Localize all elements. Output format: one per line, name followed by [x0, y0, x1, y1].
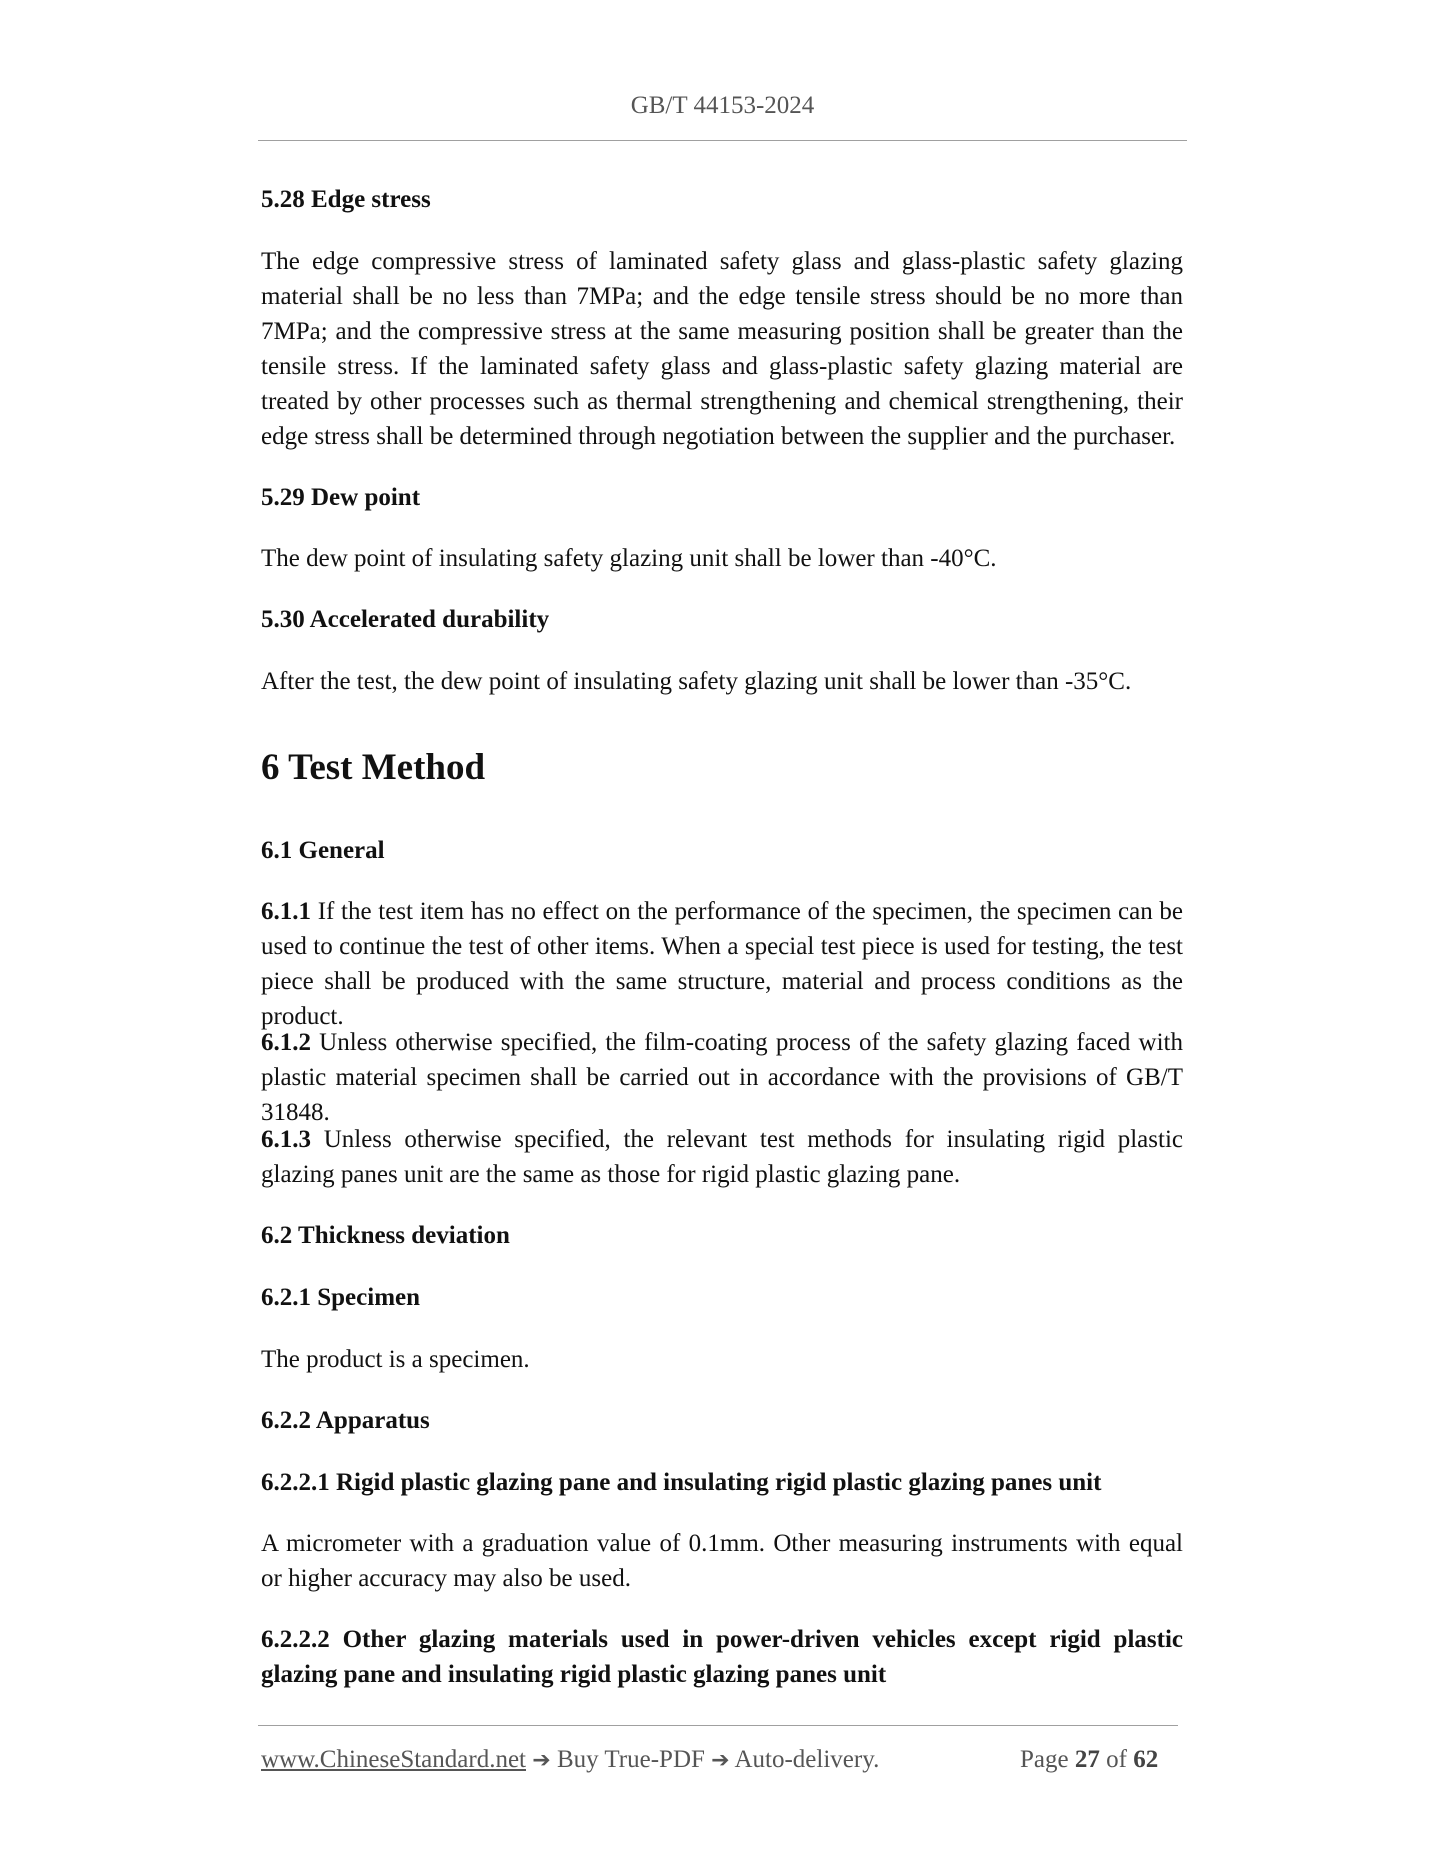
clause-text: Unless otherwise specified, the film-coating process of the safety glazing faced with plastic material specimen shall be carried out in accordance with the provisions of GB/T 31848.: [261, 1029, 1183, 1126]
header-divider: [258, 140, 1187, 141]
paragraph-6-2-2-1: A micrometer with a graduation value of 0.1mm. Other measuring instruments with equal or higher accuracy may also be used.: [261, 1530, 1183, 1592]
clause-text: Unless otherwise specified, the relevant test methods for insulating rigid plastic glazing panes unit are the same as those for rigid plastic glazing pane.: [261, 1126, 1183, 1188]
of-label: of: [1106, 1746, 1127, 1773]
page-label: Page: [1020, 1746, 1069, 1773]
paragraph-5-29: The dew point of insulating safety glazing unit shall be lower than -40°C.: [261, 545, 997, 572]
footer-divider: [258, 1725, 1178, 1726]
section-heading-6-2-2: 6.2.2 Apparatus: [261, 1407, 430, 1434]
right-arrow-icon: ➔: [532, 1748, 551, 1773]
right-arrow-icon: ➔: [711, 1748, 730, 1773]
section-heading-6-2-1: 6.2.1 Specimen: [261, 1284, 421, 1311]
section-heading-5-28: 5.28 Edge stress: [261, 186, 431, 213]
site-link[interactable]: www.ChineseStandard.net: [261, 1746, 526, 1773]
clause-text: If the test item has no effect on the performance of the specimen, the specimen can be used to continue the test of other items. When a special test piece is used for testing, the test piece shall be produced with the same structure, material and process conditions as the product.: [261, 898, 1184, 1030]
clause-6-1-1: [261, 894, 1183, 1034]
section-heading-6-2-2-2: 6.2.2.2 Other glazing materials used in power-driven vehicles except rigid plastic glazing pane and insulating rigid plastic glazing panes unit: [261, 1626, 1183, 1688]
section-heading-5-29: 5.29 Dew point: [261, 484, 421, 511]
clause-number: 6.1.3: [261, 1126, 311, 1153]
section-heading-6-2-2-1: 6.2.2.1 Rigid plastic glazing pane and insulating rigid plastic glazing panes unit: [261, 1469, 1102, 1496]
clause-6-1-2: [261, 1025, 1183, 1130]
page-header-title: GB/T 44153-2024: [630, 92, 815, 119]
section-heading-6-2: 6.2 Thickness deviation: [261, 1222, 510, 1249]
section-heading-6-1: 6.1 General: [261, 837, 385, 864]
paragraph-5-28: The edge compressive stress of laminated safety glass and glass-plastic safety glazing material shall be no less than 7MPa; and the edge tensile stress should be no more than 7MPa; and the compressive stress at the same measuring position shall be greater than the tensile stress. If the laminated safety glass and glass-plastic safety glazing material are treated by other processes such as thermal strengthening and chemical strengthening, their edge stress shall be determined through negotiation between the supplier and the purchaser.: [261, 248, 1183, 450]
page-total: 62: [1133, 1746, 1159, 1773]
page-current: 27: [1074, 1746, 1100, 1773]
section-heading-5-30: 5.30 Accelerated durability: [261, 606, 550, 633]
footer-promo: [261, 1746, 879, 1774]
paragraph-6-2-1: The product is a specimen.: [261, 1346, 530, 1373]
clause-number: 6.1.2: [261, 1029, 311, 1056]
paragraph-5-30: After the test, the dew point of insulating safety glazing unit shall be lower than -35°C.: [261, 668, 1132, 695]
page-indicator: [1020, 1746, 1158, 1774]
clause-6-1-3: [261, 1122, 1183, 1192]
buy-text: Buy True-PDF: [556, 1746, 705, 1773]
delivery-text: Auto-delivery.: [734, 1746, 880, 1773]
chapter-heading-6: 6 Test Method: [261, 747, 486, 788]
clause-number: 6.1.1: [261, 898, 311, 925]
